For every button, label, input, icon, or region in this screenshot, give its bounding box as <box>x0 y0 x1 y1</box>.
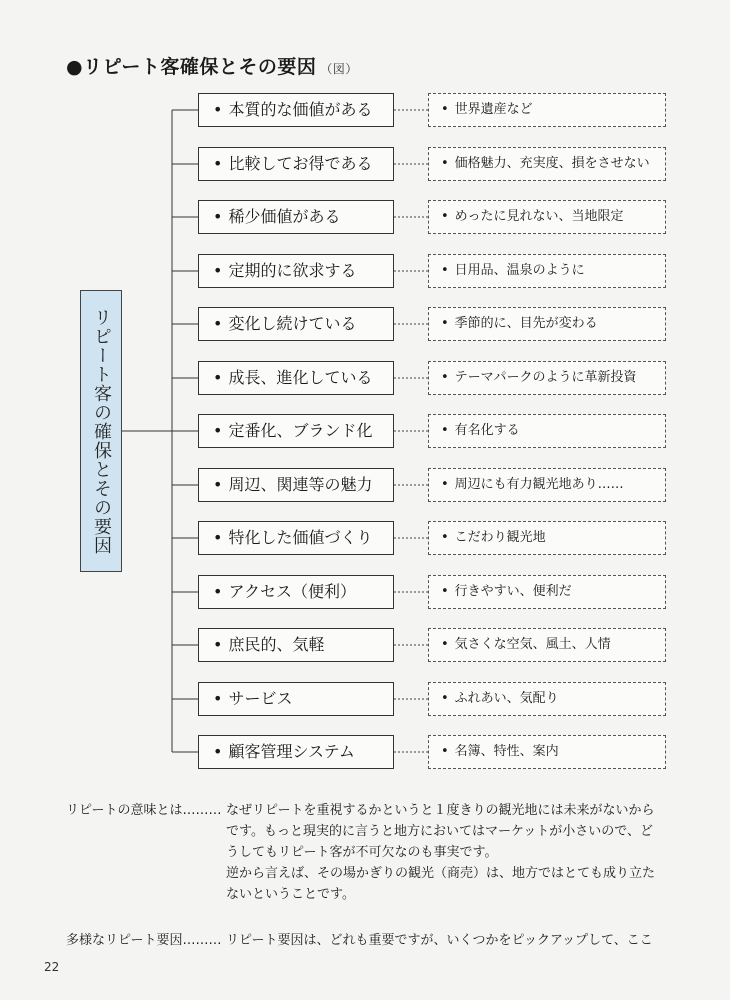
note-line: うしてもリピート客が不可欠なのも事実です。 <box>226 845 498 860</box>
note-line: ないということです。 <box>226 887 355 902</box>
factor-box: • 比較してお得である <box>198 147 394 181</box>
example-box: • 価格魅力、充実度、損をさせない <box>428 147 666 181</box>
note-line: リピート要因は、どれも重要ですが、いくつかをピックアップして、ここ <box>226 933 653 948</box>
example-box: • こだわり観光地 <box>428 521 666 555</box>
page-number: 22 <box>44 960 60 974</box>
diagram-title-text: ●リピート客確保とその要因 <box>66 56 317 78</box>
note-body <box>226 930 666 951</box>
factor-box: • 成長、進化している <box>198 361 394 395</box>
note-term: 多様なリピート要因……… <box>66 933 222 948</box>
factor-box: • サービス <box>198 682 394 716</box>
note-line: 逆から言えば、その場かぎりの観光（商売）は、地方ではとても成り立た <box>226 866 656 881</box>
note-line: です。もっと現実的に言うと地方においてはマーケットが小さいので、ど <box>226 824 654 839</box>
factor-box: • 特化した価値づくり <box>198 521 394 555</box>
diagram-title-suffix: （図） <box>320 62 358 76</box>
example-box: • 気さくな空気、風土、人情 <box>428 628 666 662</box>
note-body <box>226 800 666 905</box>
factor-box: • アクセス（便利） <box>198 575 394 609</box>
factor-box: • 庶民的、気軽 <box>198 628 394 662</box>
factor-box: • 定番化、ブランド化 <box>198 414 394 448</box>
example-box: • 名簿、特性、案内 <box>428 735 666 769</box>
factor-box: • 顧客管理システム <box>198 735 394 769</box>
root-node-label: リピート客の確保とその要因 <box>91 307 112 555</box>
example-box: • 世界遺産など <box>428 93 666 127</box>
example-box: • 日用品、温泉のように <box>428 254 666 288</box>
example-box: • テーマパークのように革新投資 <box>428 361 666 395</box>
example-box: • 有名化する <box>428 414 666 448</box>
example-box: • 周辺にも有力観光地あり…… <box>428 468 666 502</box>
factor-box: • 本質的な価値がある <box>198 93 394 127</box>
note-line: なぜリピートを重視するかというと１度きりの観光地には未来がないから <box>226 803 655 818</box>
example-box: • 季節的に、目先が変わる <box>428 307 666 341</box>
factor-box: • 変化し続けている <box>198 307 394 341</box>
example-box: • 行きやすい、便利だ <box>428 575 666 609</box>
example-box: • めったに見れない、当地限定 <box>428 200 666 234</box>
example-box: • ふれあい、気配り <box>428 682 666 716</box>
factor-box: • 定期的に欲求する <box>198 254 394 288</box>
factor-box: • 周辺、関連等の魅力 <box>198 468 394 502</box>
factor-box: • 稀少価値がある <box>198 200 394 234</box>
note-term: リピートの意味とは……… <box>66 803 222 818</box>
